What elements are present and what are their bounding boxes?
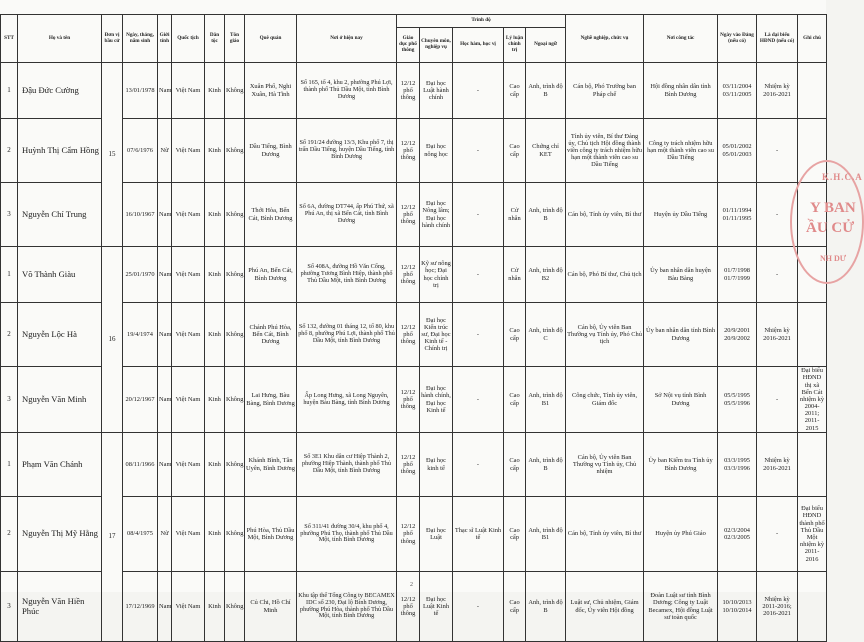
header-workplace: Nơi công tác [644, 15, 718, 63]
cell-political: Cao cấp [504, 303, 526, 367]
cell-stt: 1 [1, 247, 18, 303]
cell-hometown: Xuân Phổ, Nghi Xuân, Hà Tĩnh [245, 63, 297, 119]
table-row [1, 497, 827, 572]
cell-stt: 3 [1, 367, 18, 433]
cell-hometown: Thới Hòa, Bến Cát, Bình Dương [245, 183, 297, 247]
cell-nationality: Việt Nam [172, 497, 205, 572]
cell-dob: 19/4/1974 [123, 303, 158, 367]
cell-religion: Không [225, 63, 245, 119]
cell-hdnd: - [757, 119, 798, 183]
cell-language: Anh, trình độ B [526, 63, 566, 119]
cell-residence: Số 3E1 Khu dân cư Hiệp Thành 2, phường Hiệp Thành, thành phố Thủ Dầu Một, tỉnh Bình Dương [297, 433, 397, 497]
cell-degree: - [453, 433, 504, 497]
cell-gender: Nam [158, 63, 172, 119]
cell-degree: - [453, 367, 504, 433]
cell-language: Anh, trình độ B2 [526, 247, 566, 303]
cell-hometown: Khánh Bình, Tân Uyên, Bình Dương [245, 433, 297, 497]
cell-electoral-unit: 16 [102, 247, 123, 433]
cell-political: Cao cấp [504, 63, 526, 119]
header-note: Ghi chú [798, 15, 827, 63]
cell-nationality: Việt Nam [172, 63, 205, 119]
cell-degree: Thạc sĩ Luật Kinh tế [453, 497, 504, 572]
cell-language: Chứng chỉ KET [526, 119, 566, 183]
cell-degree: - [453, 303, 504, 367]
cell-language: Anh, trình độ B [526, 433, 566, 497]
cell-dob: 07/6/1976 [123, 119, 158, 183]
header-professional: Chuyên môn, nghiệp vụ [420, 28, 453, 63]
cell-party-date: 20/9/2001 20/9/2002 [718, 303, 757, 367]
cell-party-date: 05/5/1995 05/5/1996 [718, 367, 757, 433]
cell-residence: Số 6A, đường DT744, ấp Phú Thứ, xã Phú An, thị xã Bến Cát, tỉnh Bình Dương [297, 183, 397, 247]
header-occupation: Nghề nghiệp, chức vụ [566, 15, 644, 63]
cell-degree: - [453, 63, 504, 119]
cell-ethnicity: Kinh [205, 183, 225, 247]
cell-party-date: 10/10/2013 10/10/2014 [718, 572, 757, 642]
cell-workplace: Ủy ban nhân dân huyện Bàu Bàng [644, 247, 718, 303]
cell-residence: Số 408A, đường Hồ Văn Cống, phường Tương Bình Hiệp, thành phố Thủ Dầu Một, tỉnh Bình Dương [297, 247, 397, 303]
header-party-date: Ngày vào Đảng (nếu có) [718, 15, 757, 63]
cell-religion: Không [225, 433, 245, 497]
cell-dob: 20/12/1967 [123, 367, 158, 433]
cell-hdnd: Nhiệm kỳ 2016-2021 [757, 433, 798, 497]
cell-hdnd: - [757, 367, 798, 433]
cell-occupation: Cán bộ, Phó Trưởng ban Pháp chế [566, 63, 644, 119]
cell-note: Đại biểu HĐND thành phố Thủ Dầu Một nhiệm kỳ 2011-2016 [798, 497, 827, 572]
header-education: Trình độ [397, 15, 566, 28]
cell-residence: Số 311/41 đường 30/4, khu phố 4, phường Phú Thọ, thành phố Thủ Dầu Một, tỉnh Bình Dương [297, 497, 397, 572]
cell-stt: 2 [1, 303, 18, 367]
cell-occupation: Cán bộ, Tỉnh ủy viên, Bí thư [566, 497, 644, 572]
cell-nationality: Việt Nam [172, 367, 205, 433]
cell-professional: Đại học hành chính, Đại học Kinh tế [420, 367, 453, 433]
cell-stt: 2 [1, 119, 18, 183]
cell-party-date: 03/11/2004 03/11/2005 [718, 63, 757, 119]
cell-residence: Số 165, tổ 4, khu 2, phường Phú Lợi, thành phố Thủ Dầu Một, tỉnh Bình Dương [297, 63, 397, 119]
cell-electoral-unit: 15 [102, 63, 123, 247]
cell-hdnd: - [757, 247, 798, 303]
cell-occupation: Tỉnh ủy viên, Bí thư Đảng ủy, Chủ tịch Hội đồng thành viên công ty trách nhiệm hữu hạn một thành viên cao su Dầu Tiếng [566, 119, 644, 183]
cell-professional: Đại học Kiến trúc sư, Đại học Kinh tế - Chính trị [420, 303, 453, 367]
cell-note [798, 433, 827, 497]
cell-nationality: Việt Nam [172, 303, 205, 367]
cell-general: 12/12 phổ thông [397, 433, 420, 497]
cell-dob: 08/11/1966 [123, 433, 158, 497]
table-row [1, 63, 827, 119]
cell-party-date: 05/01/2002 05/01/2003 [718, 119, 757, 183]
cell-hdnd: Nhiệm kỳ 2016-2021 [757, 63, 798, 119]
cell-workplace: Công ty trách nhiệm hữu hạn một thành viên cao su Dầu Tiếng [644, 119, 718, 183]
cell-party-date: 01/11/1994 01/11/1995 [718, 183, 757, 247]
cell-language: Anh, trình độ B [526, 572, 566, 642]
cell-degree: - [453, 247, 504, 303]
cell-ethnicity: Kinh [205, 119, 225, 183]
stamp-text: NH DƯ [820, 254, 847, 263]
cell-party-date: 01/7/1998 01/7/1999 [718, 247, 757, 303]
table-row [1, 433, 827, 497]
cell-dob: 16/10/1967 [123, 183, 158, 247]
cell-occupation: Cán bộ, Phó Bí thư, Chủ tịch [566, 247, 644, 303]
cell-political: Cử nhân [504, 247, 526, 303]
header-hometown: Quê quán [245, 15, 297, 63]
page-number: 2 [410, 582, 413, 588]
cell-general: 12/12 phổ thông [397, 497, 420, 572]
cell-hometown: Phú An, Bến Cát, Bình Dương [245, 247, 297, 303]
cell-ethnicity: Kinh [205, 63, 225, 119]
cell-name: Võ Thành Giàu [18, 247, 102, 303]
header-name: Họ và tên [18, 15, 102, 63]
cell-stt: 3 [1, 183, 18, 247]
cell-name: Nguyễn Lộc Hà [18, 303, 102, 367]
cell-professional: Kỹ sư nông học; Đại học chính trị [420, 247, 453, 303]
cell-language: Anh, trình độ B1 [526, 367, 566, 433]
cell-note [798, 63, 827, 119]
cell-general: 12/12 phổ thông [397, 572, 420, 642]
cell-language: Anh, trình độ B [526, 183, 566, 247]
cell-professional: Đại học Nông lâm; Đại học hành chính [420, 183, 453, 247]
cell-hdnd: - [757, 497, 798, 572]
cell-stt: 1 [1, 63, 18, 119]
header-general: Giáo dục phổ thông [397, 28, 420, 63]
cell-name: Huỳnh Thị Cẩm Hồng [18, 119, 102, 183]
cell-nationality: Việt Nam [172, 119, 205, 183]
stamp-text: Y BAN [810, 200, 856, 216]
cell-ethnicity: Kinh [205, 303, 225, 367]
cell-gender: Nữ [158, 497, 172, 572]
cell-hdnd: Nhiệm kỳ 2016-2021 [757, 303, 798, 367]
cell-nationality: Việt Nam [172, 433, 205, 497]
cell-dob: 08/4/1975 [123, 497, 158, 572]
cell-occupation: Công chức, Tỉnh ủy viên, Giám đốc [566, 367, 644, 433]
header-hdnd: Là đại biểu HĐND (nếu có) [757, 15, 798, 63]
cell-hometown: Lai Hưng, Bàu Bàng, Bình Dương [245, 367, 297, 433]
header-language: Ngoại ngữ [526, 28, 566, 63]
cell-professional: Đại học Luật Kinh tế [420, 572, 453, 642]
cell-general: 12/12 phổ thông [397, 183, 420, 247]
cell-nationality: Việt Nam [172, 572, 205, 642]
header-gender: Giới tính [158, 15, 172, 63]
cell-professional: Đại học kinh tế [420, 433, 453, 497]
cell-language: Anh, trình độ B1 [526, 497, 566, 572]
cell-occupation: Cán bộ, Ủy viên Ban Thường vụ Tỉnh ủy, Phó Chủ tịch [566, 303, 644, 367]
cell-name: Nguyễn Văn Hiền Phúc [18, 572, 102, 642]
cell-nationality: Việt Nam [172, 183, 205, 247]
cell-religion: Không [225, 183, 245, 247]
cell-name: Nguyễn Thị Mỹ Hằng [18, 497, 102, 572]
cell-workplace: Hội đồng nhân dân tỉnh Bình Dương [644, 63, 718, 119]
cell-professional: Đại học Luật [420, 497, 453, 572]
cell-residence: Số 132, đường 01 tháng 12, tổ 80, khu phố 8, phường Phú Lợi, thành phố Thủ Dầu Một, tỉnh Bình Dương [297, 303, 397, 367]
cell-residence: Số 191/24 đường 13/3, Khu phố 7, thị trấn Dầu Tiếng, huyện Dầu Tiếng, tỉnh Bình Dương [297, 119, 397, 183]
cell-political: Cử nhân [504, 183, 526, 247]
cell-name: Nguyễn Văn Minh [18, 367, 102, 433]
cell-political: Cao cấp [504, 433, 526, 497]
cell-gender: Nữ [158, 119, 172, 183]
cell-political: Cao cấp [504, 367, 526, 433]
table-row [1, 119, 827, 183]
cell-language: Anh, trình độ C [526, 303, 566, 367]
cell-party-date: 03/3/1995 03/3/1996 [718, 433, 757, 497]
cell-gender: Nam [158, 367, 172, 433]
cell-religion: Không [225, 119, 245, 183]
cell-political: Cao cấp [504, 119, 526, 183]
red-seal-stamp [790, 160, 864, 284]
cell-note [798, 303, 827, 367]
cell-workplace: Ủy ban Kiểm tra Tỉnh ủy Bình Dương [644, 433, 718, 497]
cell-professional: Đại học nông học [420, 119, 453, 183]
table-row [1, 183, 827, 247]
cell-dob: 17/12/1969 [123, 572, 158, 642]
cell-stt: 1 [1, 433, 18, 497]
cell-ethnicity: Kinh [205, 433, 225, 497]
table-row [1, 303, 827, 367]
cell-electoral-unit: 17 [102, 433, 123, 642]
cell-degree: - [453, 119, 504, 183]
header-religion: Tôn giáo [225, 15, 245, 63]
cell-occupation: Cán bộ, Tỉnh ủy viên, Bí thư [566, 183, 644, 247]
cell-hometown: Củ Chi, Hồ Chí Minh [245, 572, 297, 642]
cell-religion: Không [225, 572, 245, 642]
cell-workplace: Ủy ban nhân dân tỉnh Bình Dương [644, 303, 718, 367]
cell-degree: - [453, 572, 504, 642]
header-political: Lý luận chính trị [504, 28, 526, 63]
cell-note: Đại biểu HĐND thị xã Bến Cát nhiệm kỳ 2004-2011; 2011-2015 [798, 367, 827, 433]
cell-gender: Nam [158, 572, 172, 642]
cell-gender: Nam [158, 433, 172, 497]
header-stt: STT [1, 15, 18, 63]
cell-stt: 3 [1, 572, 18, 642]
cell-political: Cao cấp [504, 572, 526, 642]
cell-religion: Không [225, 247, 245, 303]
cell-hdnd: - [757, 183, 798, 247]
cell-ethnicity: Kinh [205, 247, 225, 303]
cell-occupation: Luật sư, Chủ nhiệm, Giám đốc, Ủy viên Hội đồng [566, 572, 644, 642]
cell-degree: - [453, 183, 504, 247]
cell-professional: Đại học Luật hành chính [420, 63, 453, 119]
header-ethnicity: Dân tộc [205, 15, 225, 63]
stamp-text: K.H.C.A [822, 172, 863, 182]
cell-name: Đậu Đức Cường [18, 63, 102, 119]
cell-gender: Nam [158, 183, 172, 247]
header-dob: Ngày, tháng, năm sinh [123, 15, 158, 63]
cell-party-date: 02/3/2004 02/3/2005 [718, 497, 757, 572]
cell-general: 12/12 phổ thông [397, 119, 420, 183]
cell-religion: Không [225, 367, 245, 433]
header-nationality: Quốc tịch [172, 15, 205, 63]
cell-ethnicity: Kinh [205, 367, 225, 433]
cell-religion: Không [225, 303, 245, 367]
cell-political: Cao cấp [504, 497, 526, 572]
candidate-table [0, 14, 827, 642]
cell-name: Nguyễn Chí Trung [18, 183, 102, 247]
header-unit: Đơn vị bầu cử [102, 15, 123, 63]
cell-occupation: Cán bộ, Ủy viên Ban Thường vụ Tỉnh ủy, Chủ nhiệm [566, 433, 644, 497]
cell-ethnicity: Kinh [205, 572, 225, 642]
stamp-text: ẦU CỬ [806, 220, 855, 236]
header-residence: Nơi ở hiện nay [297, 15, 397, 63]
table-body [1, 63, 827, 642]
cell-residence: Khu tập thể Tổng Công ty BECAMEX IDC số 230, Đại lộ Bình Dương, phường Phú Hòa, thành phố Thủ Dầu Một, tỉnh Bình Dương [297, 572, 397, 642]
cell-note [798, 572, 827, 642]
cell-general: 12/12 phổ thông [397, 247, 420, 303]
header-degree: Học hàm, học vị [453, 28, 504, 63]
cell-gender: Nam [158, 303, 172, 367]
table-row [1, 367, 827, 433]
cell-name: Phạm Văn Chánh [18, 433, 102, 497]
cell-dob: 25/01/1970 [123, 247, 158, 303]
cell-hometown: Chánh Phú Hòa, Bến Cát, Bình Dương [245, 303, 297, 367]
cell-ethnicity: Kinh [205, 497, 225, 572]
cell-hometown: Dầu Tiếng, Bình Dương [245, 119, 297, 183]
table-row [1, 572, 827, 642]
cell-dob: 13/01/1978 [123, 63, 158, 119]
cell-general: 12/12 phổ thông [397, 63, 420, 119]
cell-residence: Ấp Long Hưng, xã Long Nguyên, huyện Bàu Bàng, tỉnh Bình Dương [297, 367, 397, 433]
cell-general: 12/12 phổ thông [397, 367, 420, 433]
cell-stt: 2 [1, 497, 18, 572]
cell-general: 12/12 phổ thông [397, 303, 420, 367]
cell-hometown: Phú Hòa, Thủ Dầu Một, Bình Dương [245, 497, 297, 572]
cell-workplace: Huyện ủy Phú Giáo [644, 497, 718, 572]
cell-workplace: Đoàn Luật sư tỉnh Bình Dương; Công ty Luật Becamex, Hội đồng Luật sư toàn quốc [644, 572, 718, 642]
cell-nationality: Việt Nam [172, 247, 205, 303]
cell-religion: Không [225, 497, 245, 572]
cell-workplace: Huyện ủy Dầu Tiếng [644, 183, 718, 247]
cell-gender: Nam [158, 247, 172, 303]
table-row [1, 247, 827, 303]
cell-workplace: Sở Nội vụ tỉnh Bình Dương [644, 367, 718, 433]
cell-hdnd: Nhiệm kỳ 2011-2016; 2016-2021 [757, 572, 798, 642]
